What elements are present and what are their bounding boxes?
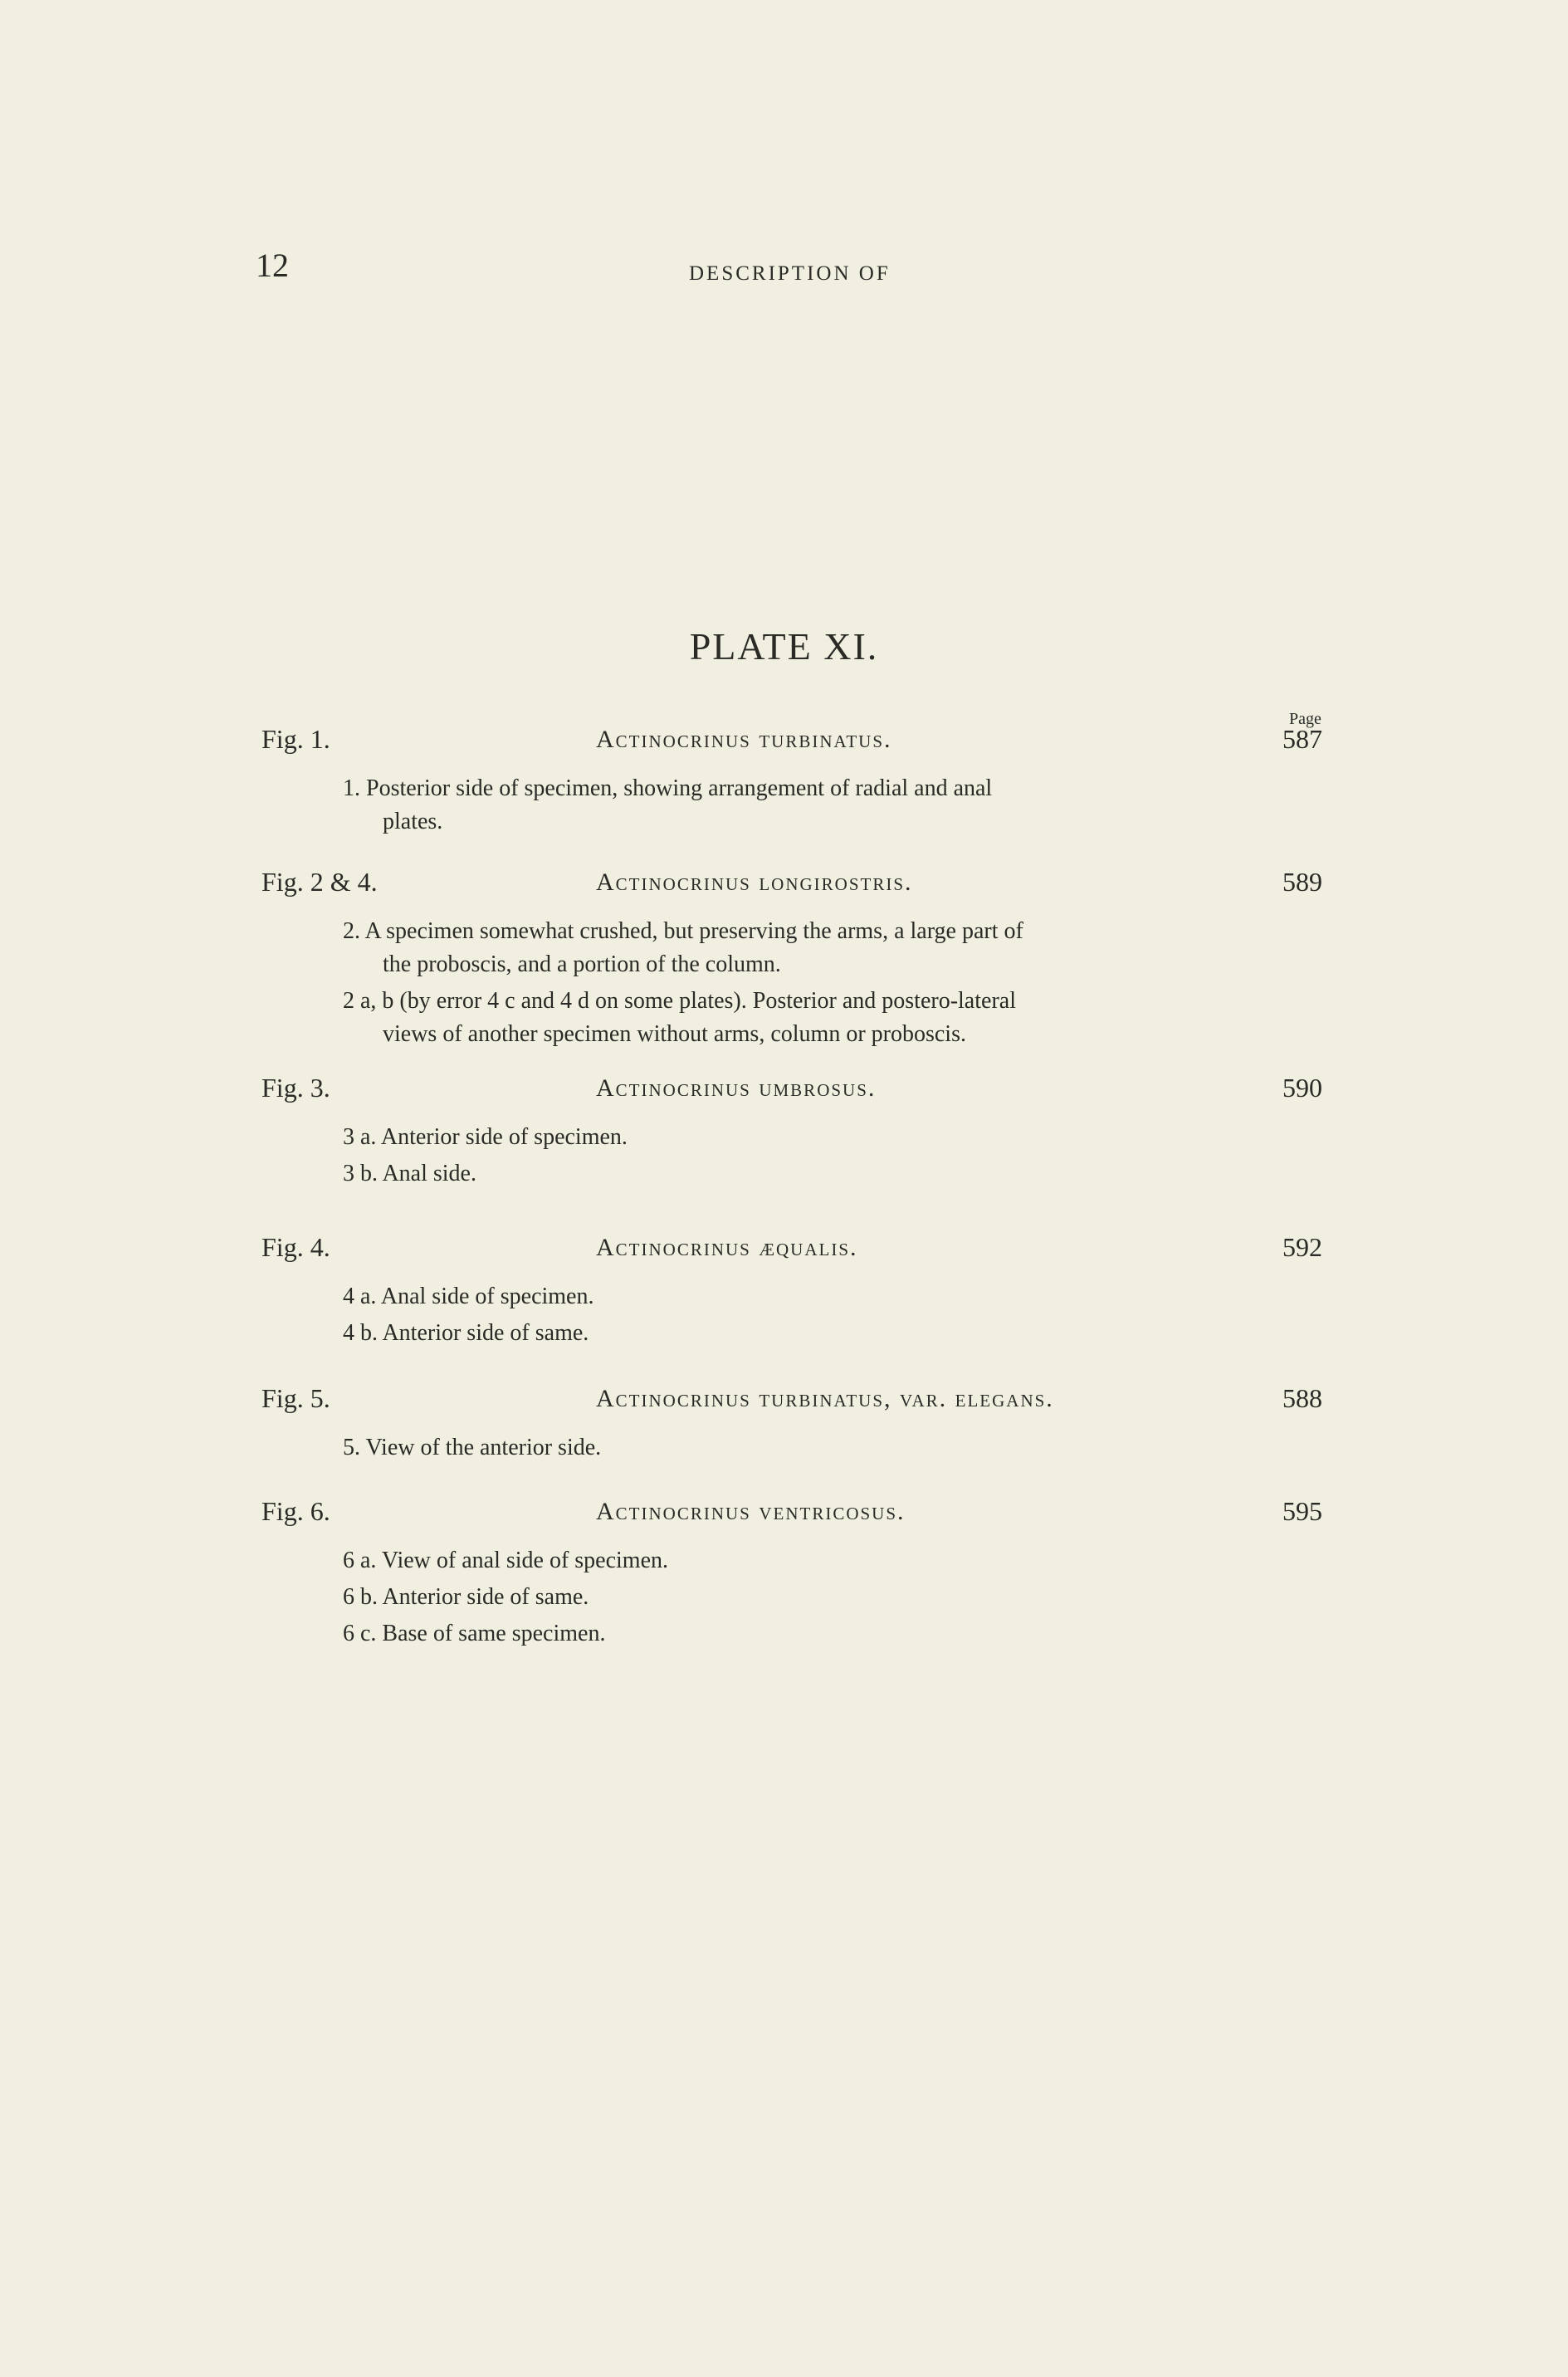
description-line: 1. Posterior side of specimen, showing arrangement of radial and anal [343, 775, 993, 801]
page-reference: 587 [1282, 724, 1322, 754]
description-line: 6 c. Base of same specimen. [343, 1621, 606, 1646]
species-name: Actinocrinus longirostris. [596, 868, 913, 896]
description-continuation: views of another specimen without arms, column or proboscis. [383, 1021, 966, 1047]
description-continuation: plates. [383, 809, 443, 834]
figure-label: Fig. 4. [261, 1232, 330, 1262]
figure-description [343, 1431, 1272, 1465]
figure-label: Fig. 6. [261, 1496, 330, 1526]
description-line: 5. View of the anterior side. [343, 1435, 602, 1460]
description-line: 4 a. Anal side of specimen. [343, 1284, 594, 1309]
description-line: 4 b. Anterior side of same. [343, 1320, 589, 1346]
page-reference: 588 [1282, 1383, 1322, 1413]
figure-entry-1 [0, 724, 1568, 839]
description-line: 6 b. Anterior side of same. [343, 1584, 589, 1610]
figure-description [343, 915, 1272, 1051]
plate-title: PLATE XI. [689, 625, 879, 668]
figure-label: Fig. 1. [261, 724, 330, 754]
figure-label: Fig. 3. [261, 1073, 330, 1103]
species-name: Actinocrinus turbinatus. [596, 726, 892, 753]
description-line: 2 a, b (by error 4 c and 4 d on some plates). Posterior and postero-lateral [343, 988, 1016, 1014]
running-header: DESCRIPTION OF [689, 262, 891, 285]
description-line: 3 b. Anal side. [343, 1161, 476, 1186]
figure-entry-4 [0, 1232, 1568, 1350]
figure-description [343, 1280, 1272, 1350]
figure-entry-6 [0, 1496, 1568, 1651]
figure-description [343, 1121, 1272, 1191]
description-line: 6 a. View of anal side of specimen. [343, 1548, 669, 1573]
figure-label: Fig. 5. [261, 1383, 330, 1413]
species-name: Actinocrinus ventricosus. [596, 1498, 906, 1525]
species-name: Actinocrinus umbrosus. [596, 1074, 877, 1102]
figure-description [343, 1544, 1272, 1651]
description-continuation: the proboscis, and a portion of the column. [383, 951, 781, 977]
figure-description [343, 772, 1272, 839]
page-column-label: Page [1289, 710, 1321, 728]
page-reference: 592 [1282, 1232, 1322, 1262]
figure-entry-3 [0, 1073, 1568, 1191]
description-line: 2. A specimen somewhat crushed, but preserving the arms, a large part of [343, 918, 1023, 944]
page-reference: 595 [1282, 1496, 1322, 1526]
page-reference: 589 [1282, 867, 1322, 897]
figure-entry-5 [0, 1383, 1568, 1465]
species-name: Actinocrinus æqualis. [596, 1234, 858, 1261]
figure-label: Fig. 2 & 4. [261, 867, 378, 897]
page-number: 12 [256, 247, 289, 284]
page-reference: 590 [1282, 1073, 1322, 1103]
description-line: 3 a. Anterior side of specimen. [343, 1124, 628, 1150]
species-name: Actinocrinus turbinatus, var. elegans. [596, 1385, 1054, 1412]
figure-entry-2 [0, 867, 1568, 1051]
